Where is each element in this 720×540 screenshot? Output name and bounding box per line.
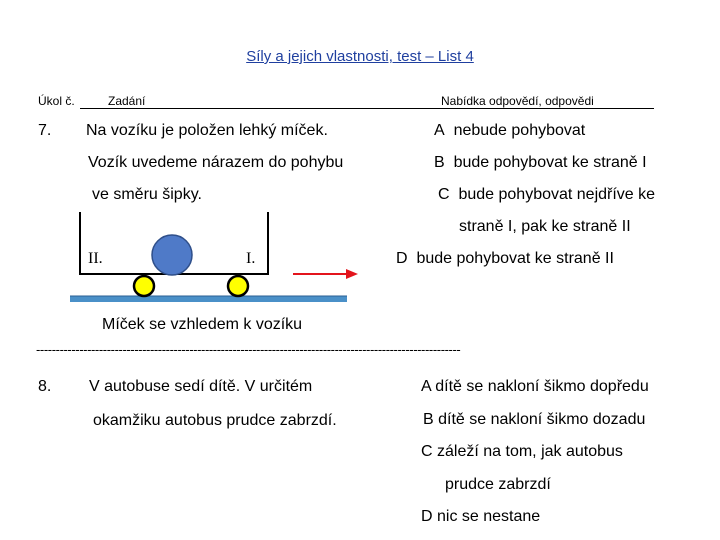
q7-option-c-letter: C <box>438 186 450 203</box>
q7-number: 7. <box>38 122 52 139</box>
q8-option-c-letter: C <box>421 443 433 460</box>
q7-line-1: Na vozíku je položen lehký míček. <box>86 122 328 139</box>
q8-option-c-text: záleží na tom, jak autobus <box>437 443 623 460</box>
q8-option-d-text: nic se nestane <box>437 508 541 525</box>
arrow-icon <box>346 269 358 279</box>
q8-option-a-letter: A <box>421 378 431 395</box>
header-assignment: Zadání <box>108 94 146 108</box>
q8-line-2: okamžiku autobus prudce zabrzdí. <box>93 412 337 429</box>
ball-icon <box>152 235 192 275</box>
right-wheel-icon <box>228 276 248 296</box>
q8-number: 8. <box>38 378 52 395</box>
q8-option-a-text: dítě se nakloní šikmo dopředu <box>435 378 649 395</box>
q8-option-b <box>423 411 645 429</box>
q8-option-d <box>421 508 540 526</box>
figure-label-right: I. <box>246 250 256 267</box>
q8-line-1: V autobuse sedí dítě. V určitém <box>89 378 313 395</box>
left-wheel-icon <box>134 276 154 296</box>
page-title: Síly a jejich vlastnosti, test – List 4 <box>246 48 474 65</box>
q8-option-b-text: dítě se nakloní šikmo dozadu <box>438 411 646 428</box>
q7-line-3: ve směru šipky. <box>92 186 202 203</box>
divider-line: ------------------------------------------------------------------------------------------------------------ <box>36 342 461 357</box>
q8-option-b-letter: B <box>423 411 434 428</box>
q7-option-a-letter: A <box>434 122 445 139</box>
q8-option-a <box>421 378 649 396</box>
q7-option-a-text: nebude pohybovat <box>453 122 586 139</box>
q8-option-d-letter: D <box>421 508 433 525</box>
figure-label-left: II. <box>88 250 103 267</box>
header-task-number: Úkol č. <box>38 94 75 108</box>
q7-caption: Míček se vzhledem k vozíku <box>102 316 303 333</box>
q7-option-b-text: bude pohybovat ke straně I <box>453 154 647 171</box>
q7-option-d-letter: D <box>396 250 408 267</box>
q8-option-c-text-2: prudce zabrzdí <box>445 476 551 493</box>
q7-option-d-text: bude pohybovat ke straně II <box>416 250 614 267</box>
q7-option-b-letter: B <box>434 154 445 171</box>
header-answers: Nabídka odpovědí, odpovědi <box>441 94 594 108</box>
q7-option-c-text-2: straně I, pak ke straně II <box>459 218 631 235</box>
q7-option-c-text: bude pohybovat nejdříve ke <box>458 186 656 203</box>
q8-option-c <box>421 443 623 461</box>
q7-line-2: Vozík uvedeme nárazem do pohybu <box>88 154 344 171</box>
